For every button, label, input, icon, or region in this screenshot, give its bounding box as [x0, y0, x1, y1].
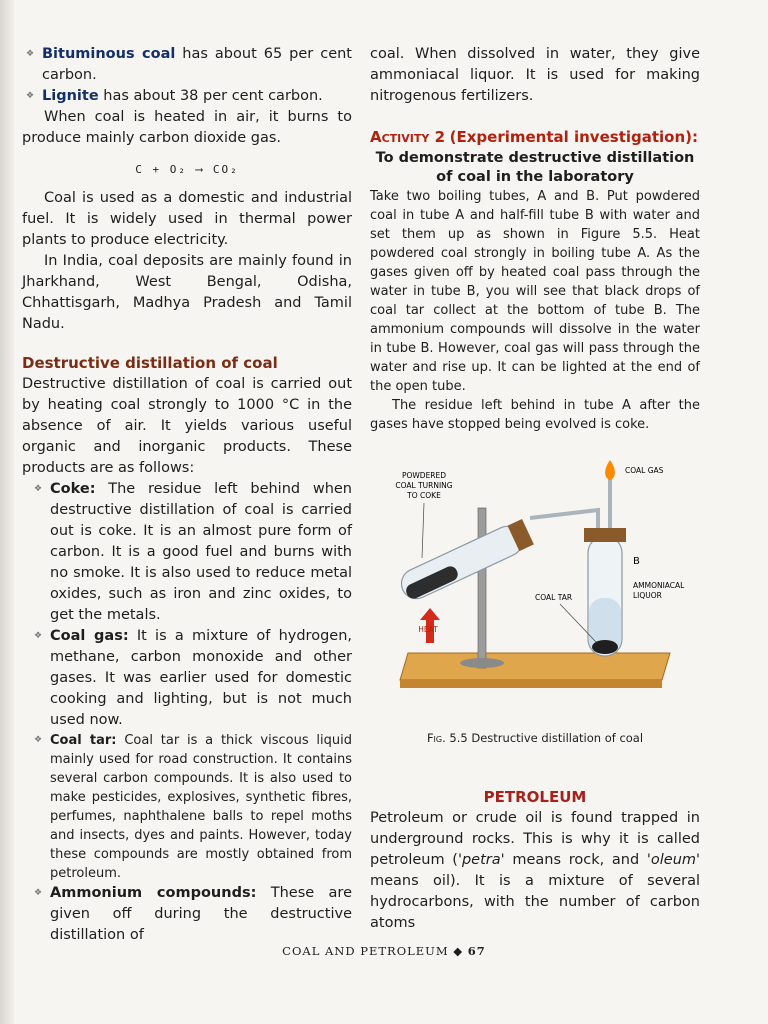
ammonium-continuation: coal. When dissolved in water, they give ammoniacal liquor. It is used for making nitrogenous fertilizers.: [370, 46, 700, 104]
paragraph-india: In India, coal deposits are mainly found in Jharkhand, West Bengal, Odisha, Chhattisgarh, Madhya Pradesh and Tamil Nadu.: [22, 253, 352, 332]
wooden-base: [400, 653, 670, 680]
label-to-coke: TO COKE: [407, 491, 441, 500]
petroleum-paragraph: [370, 808, 700, 934]
petroleum-petra: 'petra': [457, 852, 505, 868]
coal-gas-text: It is a mixture of hydrogen, methane, carbon monoxide and other gases. It was earlier used for domestic cooking and lighting, but is not much used now.: [50, 628, 352, 728]
coke-item: [30, 479, 352, 626]
lignite-text: has about 38 per cent carbon.: [98, 88, 323, 104]
bituminous-item: [22, 44, 352, 86]
distillation-figure: [370, 448, 700, 713]
footer-page-number: 67: [467, 944, 486, 958]
coal-tar-term: Coal tar:: [50, 733, 117, 748]
activity-paragraph-2: The residue left behind in tube A after the gases have stopped being evolved is coke.: [370, 398, 700, 432]
coal-gas-term: Coal gas:: [50, 628, 129, 644]
right-column: [370, 44, 700, 934]
cork-b: [584, 528, 626, 542]
bituminous-text: has about 65 per cent carbon.: [42, 46, 352, 83]
page-footer: [0, 944, 768, 958]
coal-gas-item: [30, 626, 352, 731]
figure-caption-text: Destructive distillation of coal: [471, 731, 644, 745]
activity-title: To demonstrate destructive distillation of coal in the laboratory: [375, 150, 695, 185]
paragraph-heating: When coal is heated in air, it burns to produce mainly carbon dioxide gas.: [22, 109, 352, 146]
petroleum-text-b: means rock, and: [504, 852, 647, 868]
coal-tar-text: Coal tar is a thick viscous liquid mainly used for road construction. It contains several carbon compounds. It is also used to make pesticides, explosives, synthetic fibres, perfumes, naphthalene balls to repel moths and insects, dyes and paints. However, today these compounds are mostly obtained from petroleum.: [50, 733, 352, 881]
petroleum-oleum: 'oleum': [646, 852, 701, 868]
label-b: B: [633, 556, 640, 567]
bituminous-term: Bituminous coal: [42, 46, 176, 62]
paragraph-uses: Coal is used as a domestic and industrial fuel. It is widely used in thermal power plants to produce electricity.: [22, 190, 352, 248]
label-liquor: LIQUOR: [633, 591, 662, 600]
petroleum-heading: PETROLEUM: [483, 788, 587, 806]
destructive-distillation-heading: Destructive distillation of coal: [22, 354, 278, 372]
combustion-equation: C + O₂ ⟶ CO₂: [135, 163, 239, 176]
activity-label: Activity 2: [370, 128, 446, 146]
label-coal-tar: COAL TAR: [535, 593, 573, 602]
lignite-item: [22, 86, 352, 107]
coke-term: Coke:: [50, 481, 96, 497]
footer-chapter: COAL AND PETROLEUM: [282, 944, 449, 958]
activity-tag: (Experimental investigation):: [449, 128, 699, 146]
footer-diamond-icon: ◆: [453, 944, 468, 958]
ammonium-item: [30, 883, 352, 946]
figure-caption: [370, 728, 700, 749]
stand-rod: [478, 508, 486, 668]
coal-tar-drop: [592, 640, 618, 654]
label-coal-gas: COAL GAS: [625, 466, 664, 475]
label-ammoniacal: AMMONIACAL: [633, 581, 685, 590]
label-coal-turning: COAL TURNING: [395, 481, 453, 490]
petroleum-text-a: Petroleum or crude oil is found trapped in underground rocks. This is why it is called petroleum (: [370, 810, 700, 868]
label-powdered: POWDERED: [401, 471, 447, 480]
activity-paragraph-1: Take two boiling tubes, A and B. Put powdered coal in tube A and half-fill tube B with water and set them up as shown in Figure 5.5. Heat powdered coal strongly in boiling tube A. As the gases given off by heated coal pass through the water in tube B, you will see that black drops of coal tar collect at the bottom of tube B. The ammonium compounds will dissolve in the water in tube B. However, coal gas will pass through the water and rise up. It can be lighted at the end of the open tube.: [370, 189, 700, 394]
lignite-term: Lignite: [42, 88, 99, 104]
left-column: [22, 44, 352, 946]
ammonium-text: These are given off during the destructive distillation of: [50, 885, 352, 943]
label-heat: HEAT: [418, 625, 438, 634]
activity-header: [370, 127, 700, 149]
coal-gas-flame: [605, 460, 615, 480]
destructive-distillation-text: Destructive distillation of coal is carried out by heating coal strongly to 1000 °C in the absence of air. It yields various useful organic and inorganic products. These products are as follows:: [22, 376, 352, 476]
figure-number: Fig. 5.5: [426, 731, 468, 745]
wooden-base-edge: [400, 680, 662, 688]
tube-a: [397, 518, 535, 604]
petroleum-text-c: means oil). It is a mixture of several hydrocarbons, with the number of carbon atoms: [370, 873, 700, 931]
page-binding-edge: [0, 0, 14, 1024]
ammonium-term: Ammonium compounds:: [50, 885, 257, 901]
coke-text: The residue left behind when destructive distillation of coal is carried out is coke. It is an almost pure form of carbon. It is a good fuel and burns with no smoke. It is also used to reduce metal oxides, such as iron and zinc oxides, to get the metals.: [50, 481, 352, 623]
coal-tar-item: [30, 731, 352, 883]
stand-foot: [460, 658, 504, 668]
